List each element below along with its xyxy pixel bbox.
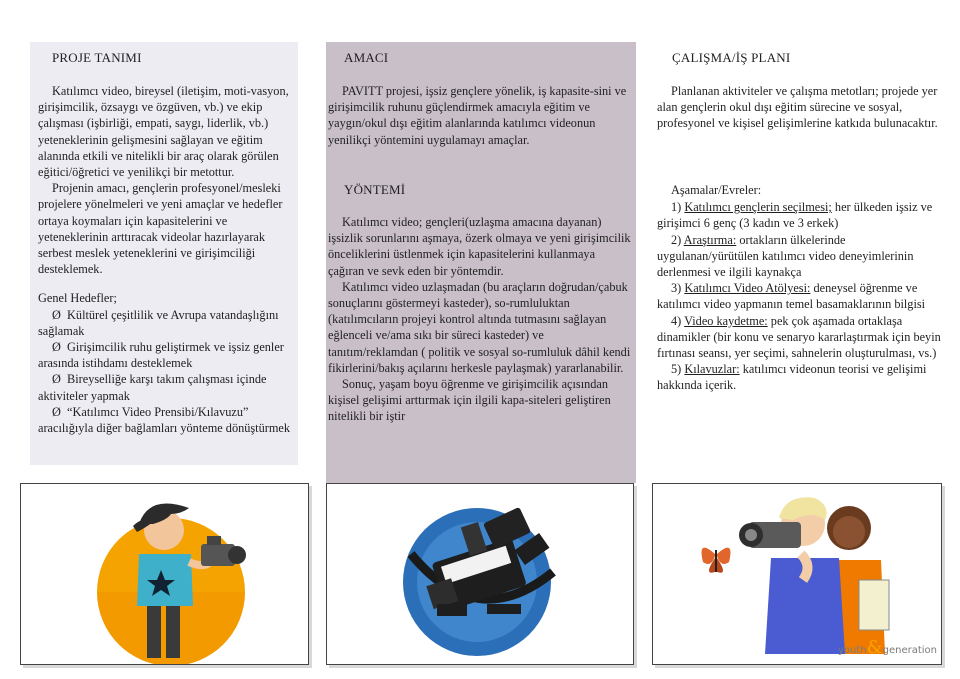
yontemi-heading: YÖNTEMİ [344, 182, 406, 197]
proje-tanimi-heading: PROJE TANIMI [52, 50, 142, 65]
aim-paragraph [328, 83, 632, 148]
intro-text: Planlanan aktiviteler ve çalışma metotları; projede yer alan gençlerin okul dışı eğitim sürecine ve sosyal, profesyonel ve kişisel gelişimlerine katkıda bulunacaktır. [657, 84, 938, 131]
goal-item: Ø Girişimcilik ruhu geliştirmek ve işsiz genler arasında istihdamı desteklemek [38, 340, 284, 371]
definition-paragraph: Katılımcı video, bireysel (iletişim, moti-vasyon, girişimcilik, özsaygı ve özgüven, vb.) ve ekip çalışması (işbirliği, empati, saygı, liderlik, vb.) yeteneklerinin gelişmesini sağlayan ve eğitim alanında etkili ve nitelikli bir araç olarak görülen eğitici/öğretici ve yenilikçi bir metottur. [38, 84, 289, 180]
illustration-frame-3 [652, 483, 942, 665]
phase-item: 5) Kılavuzlar: katılımcı videonun teorisi ve gelişimi hakkında içerik. [657, 362, 927, 393]
phase-item: 3) Katılımcı Video Atölyesi: deneysel öğrenme ve katılımcı video yapmanın temel basamaklarının bilgisi [657, 281, 926, 312]
phase-item: 1) Katılımcı gençlerin seçilmesi; her ülkeden işsiz ve girişimci 6 genç (3 kadın ve 3 erkek) [657, 200, 933, 231]
goals-heading: Genel Hedefler; [38, 291, 117, 306]
amaci-heading: AMACI [344, 50, 389, 65]
method-paragraph: Katılımcı video uzlaşmadan (bu araçların doğrudan/çabuk sonuçlarını göstermeyi kasteder), so-rumluluktan (katılımcıların projeyi kontrol altında tutmasını sağlayan eğlenceli ve/ama sıkı bir süreci kasteder) ve tanıtım/reklamdan ( politik ve sosyal so-rumluluk dâhil kendi fikirlerini/bakış açılarını herkesle paylaşmak) yararlanabilir. [328, 279, 631, 375]
illustration-frame-1 [20, 483, 309, 665]
column-1-text [38, 83, 300, 436]
purpose-paragraph: Projenin amacı, gençlerin profesyonel/mesleki projelere yönelmeleri ve yeni amaçlar ve hedefler ortaya koymaları için kapasitelerini ve yeteneklerinin arttıracak videolar hazırlayarak serbest meslek yeteneklerini ve girişimciliği desteklemek. [38, 181, 283, 277]
goal-item: Ø Kültürel çeşitlilik ve Avrupa vatandaşlığını sağlamak [38, 307, 279, 338]
calisma-plani-heading: ÇALIŞMA/İŞ PLANI [672, 50, 791, 65]
boy-with-camcorder-icon [21, 484, 308, 664]
watermark: youth&generation [837, 637, 937, 658]
illustration-frame-2 [326, 483, 634, 665]
phases-heading: Aşamalar/Evreler: [671, 183, 762, 197]
work-plan-intro [657, 83, 947, 132]
goal-item: Ø “Katılımcı Video Prensibi/Kılavuzu” aracılığıyla diğer bağlamları yönteme dönüştürmek [38, 404, 291, 436]
film-camera-icon [327, 484, 633, 664]
method-paragraph: Katılımcı video; gençleri(uzlaşma amacına dayanan) işsizlik sorunlarını aşmaya, özerk olmaya ve yeni girişimcilik önceliklerini üstlenmek için kapasitelerini kullanmaya çağıran ve sevk eden bir yöntemdir. [328, 215, 631, 278]
method-paragraph: Sonuç, yaşam boyu öğrenme ve girişimcilik açısından kişisel gelişimi arttırmak için ilgili kapa-siteleri geliştiren nitelikli bir iştir [328, 377, 611, 424]
goal-item: Ø Bireyselliğe karşı takım çalışması içinde aktiviteler yapmak [38, 372, 267, 403]
method-text [328, 214, 632, 425]
aim-text: PAVITT projesi, işsiz gençlere yönelik, iş kapasite-sini ve girişimcilik ruhunu güçlendirmek amacıyla eğitim ve yaygın/okul dışı eğitim alanlarında katılımcı videonun yenilikçi yöntemini uygulamayı amaçlar. [328, 84, 627, 147]
butterfly-icon [702, 548, 731, 573]
phase-item: 4) Video kaydetme: pek çok aşamada ortaklaşa dinamikler (bir konu ve senaryo kararlaştırmak için beyin fırtınası seansı, yer seçimi, sahnelerin oluşturulması, vs.) [657, 313, 941, 361]
phases-list [657, 182, 947, 394]
phase-item: 2) Araştırma: ortakların ülkelerinde uygulanan/yürütülen katılımcı video deneyimlerinin derlenmesi ve ilgili kaynakça [657, 232, 914, 280]
